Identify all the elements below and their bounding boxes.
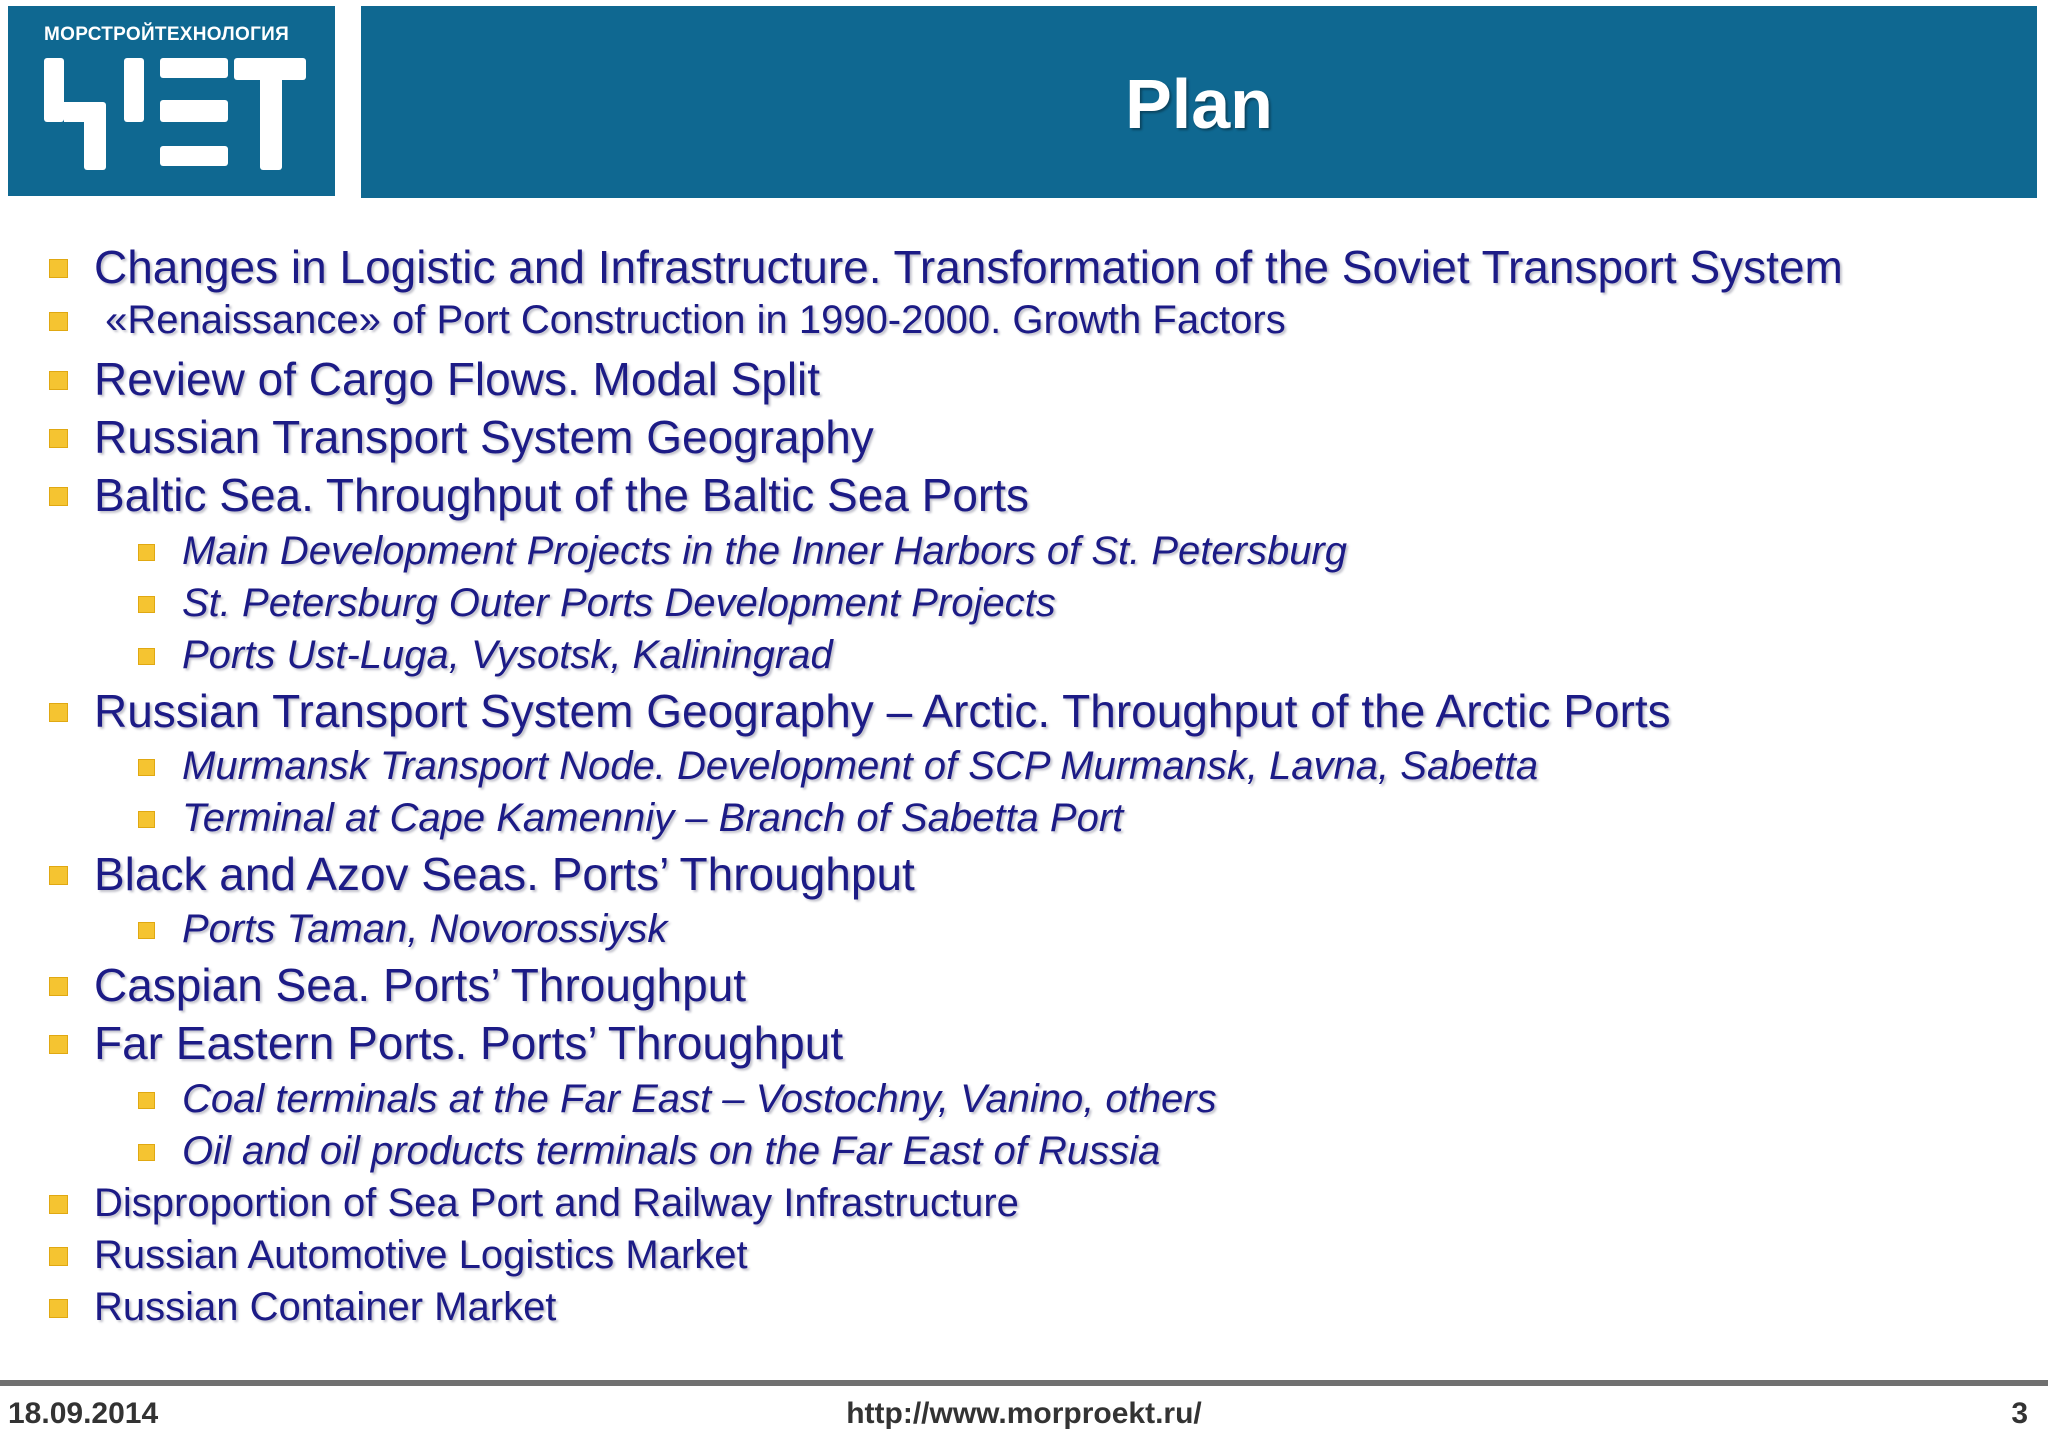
bullet-icon	[49, 371, 68, 390]
footer-url-link[interactable]: http://www.morproekt.ru/	[846, 1397, 1202, 1430]
bullet-icon	[49, 259, 68, 278]
sub-list-item: Coal terminals at the Far East – Vostochny, Vanino, others	[182, 1074, 1217, 1124]
mst-logo-icon	[44, 54, 306, 170]
bullet-icon	[138, 759, 155, 776]
bullet-icon	[49, 866, 68, 885]
list-item: Baltic Sea. Throughput of the Baltic Sea Ports	[94, 468, 1029, 522]
bullet-icon	[138, 1092, 155, 1109]
list-item: Russian Transport System Geography – Arctic. Throughput of the Arctic Ports	[94, 684, 1671, 738]
footer-divider	[0, 1380, 2048, 1386]
bullet-icon	[49, 1035, 68, 1054]
title-bar	[361, 6, 2037, 198]
bullet-icon	[138, 922, 155, 939]
company-logo	[8, 6, 335, 196]
bullet-icon	[49, 312, 68, 331]
list-item: Russian Container Market	[94, 1282, 556, 1332]
sub-list-item: Ports Taman, Novorossiysk	[182, 904, 667, 954]
bullet-icon	[138, 1144, 155, 1161]
bullet-icon	[138, 596, 155, 613]
sub-list-item: Murmansk Transport Node. Development of SCP Murmansk, Lavna, Sabetta	[182, 741, 1538, 791]
bullet-icon	[49, 487, 68, 506]
bullet-icon	[138, 648, 155, 665]
bullet-icon	[49, 429, 68, 448]
list-item: Russian Transport System Geography	[94, 410, 874, 464]
sub-list-item: Main Development Projects in the Inner Harbors of St. Petersburg	[182, 526, 1347, 576]
footer-date: 18.09.2014	[8, 1397, 159, 1430]
page-number: 3	[2011, 1397, 2028, 1430]
sub-list-item: Oil and oil products terminals on the Far East of Russia	[182, 1126, 1160, 1176]
bullet-icon	[49, 1299, 68, 1318]
list-item: Review of Cargo Flows. Modal Split	[94, 352, 820, 406]
list-item: Disproportion of Sea Port and Railway Infrastructure	[94, 1178, 1019, 1228]
list-item: Caspian Sea. Ports’ Throughput	[94, 958, 746, 1012]
bullet-icon	[49, 1247, 68, 1266]
bullet-icon	[49, 977, 68, 996]
list-item: Changes in Logistic and Infrastructure. Transformation of the Soviet Transport System	[94, 240, 1843, 294]
bullet-icon	[138, 544, 155, 561]
list-item: «Renaissance» of Port Construction in 1990-2000. Growth Factors	[94, 295, 1286, 345]
list-item: Russian Automotive Logistics Market	[94, 1230, 748, 1280]
sub-list-item: St. Petersburg Outer Ports Development Projects	[182, 578, 1056, 628]
logo-caption: МОРСТРОЙТЕХНОЛОГИЯ	[44, 24, 290, 45]
list-item: Far Eastern Ports. Ports’ Throughput	[94, 1016, 843, 1070]
footer-url	[0, 1396, 2048, 1432]
list-item: Black and Azov Seas. Ports’ Throughput	[94, 847, 915, 901]
bullet-icon	[49, 703, 68, 722]
sub-list-item: Terminal at Cape Kamenniy – Branch of Sabetta Port	[182, 793, 1123, 843]
sub-list-item: Ports Ust-Luga, Vysotsk, Kaliningrad	[182, 630, 833, 680]
bullet-icon	[138, 811, 155, 828]
bullet-icon	[49, 1195, 68, 1214]
page-title: Plan	[1125, 65, 1273, 143]
